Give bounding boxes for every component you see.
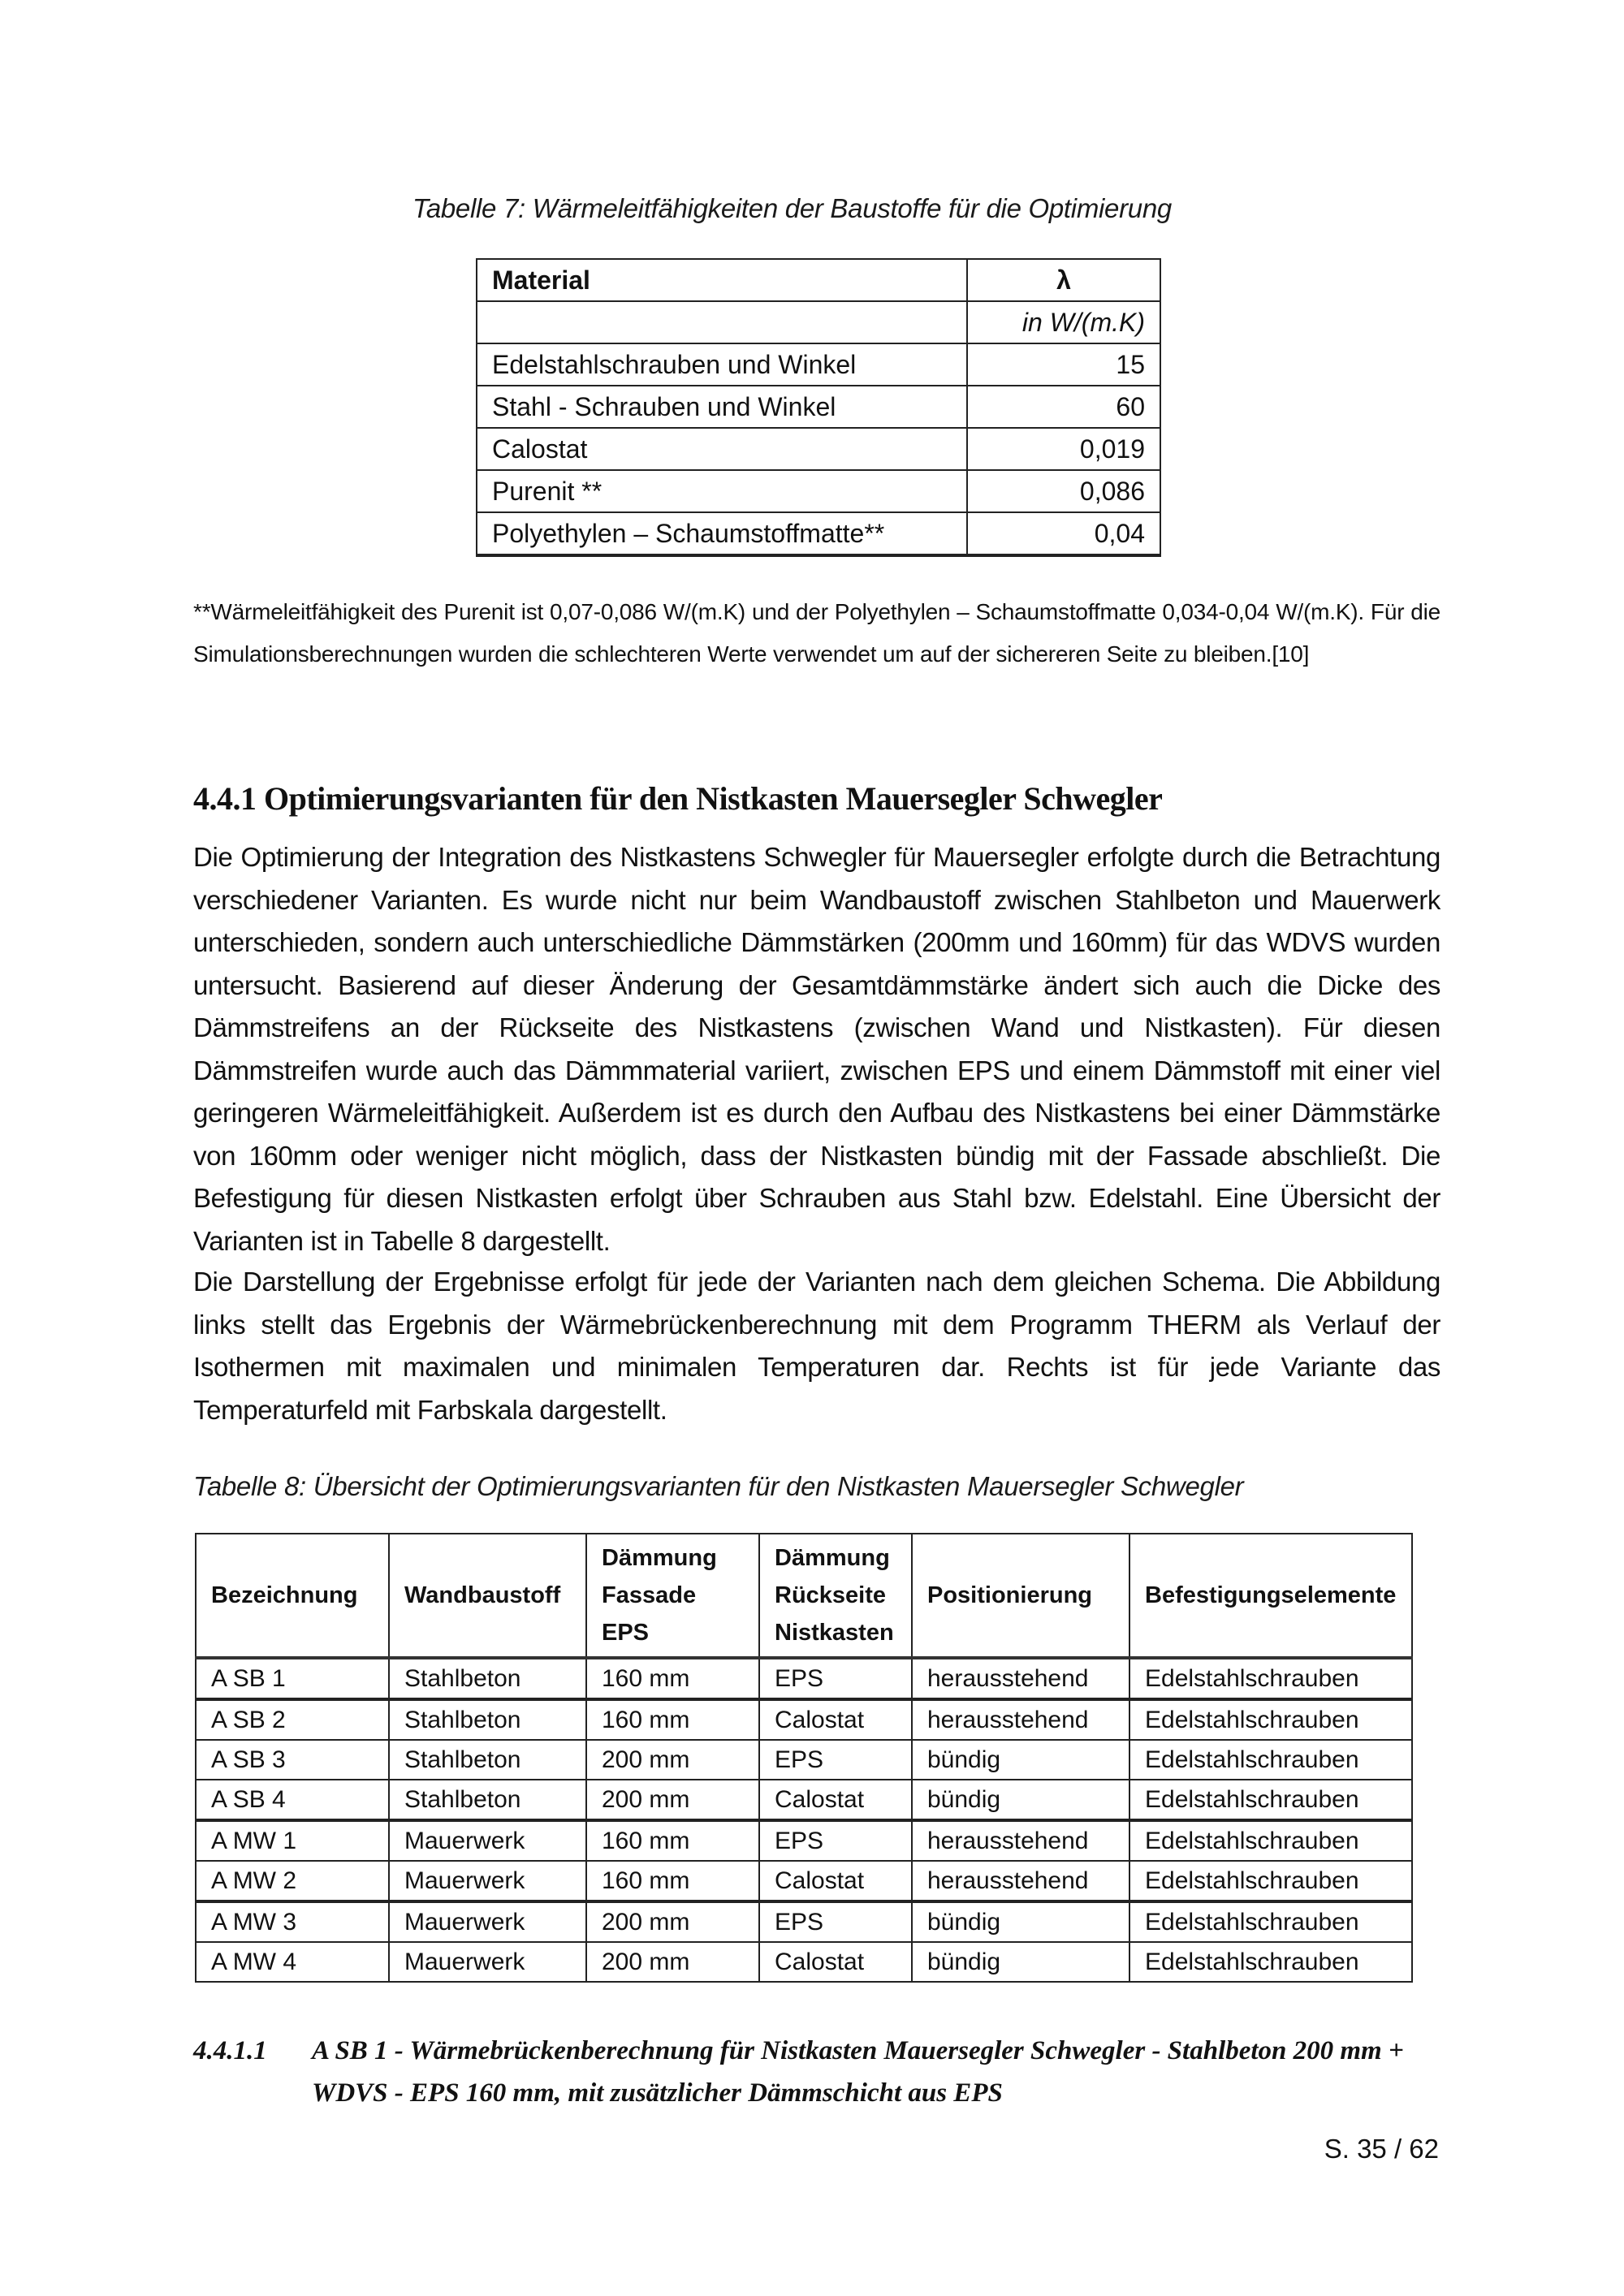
table-row (196, 1740, 1412, 1780)
cell-daemmung-rueckseite: EPS (759, 1820, 912, 1861)
table-row (196, 1780, 1412, 1820)
table8-variants-overview (195, 1533, 1413, 1983)
cell-daemmung-rueckseite: EPS (759, 1901, 912, 1942)
paragraph-1: Die Optimierung der Integration des Nistkastens Schwegler für Mauersegler erfolgte durch die Betrachtung verschiedener Varianten. Es wurde nicht nur beim Wandbaustoff zwischen Stahlbeton und Mauerwerk unterschieden, sondern auch unterschiedliche Dämmstärken (200mm und 160mm) für das WDVS wurden untersucht. Basierend auf dieser Änderung der Gesamtdämmstärke ändert sich auch die Dicke des Dämmstreifens an der Rückseite des Nistkastens (zwischen Wand und Nistkasten). Für diesen Dämmstreifen wurde auch das Dämmmaterial variiert, zwischen EPS und einem Dämmstoff mit einer viel geringeren Wärmeleitfähigkeit. Außerdem ist es durch den Aufbau des Nistkastens bei einer Dämmstärke von 160mm oder weniger nicht möglich, dass der Nistkasten bündig mit der Fassade abschließt. Die Befestigung für diesen Nistkasten erfolgt über Schrauben aus Stahl bzw. Edelstahl. Eine Übersicht der Varianten ist in Tabelle 8 dargestellt. (193, 842, 1440, 1256)
table-row (196, 1820, 1412, 1861)
subsection-heading (193, 2030, 1444, 2114)
cell-positionierung: herausstehend (912, 1699, 1129, 1740)
table8-caption: Tabelle 8: Übersicht der Optimierungsvarianten für den Nistkasten Mauersegler Schwegler (193, 1471, 1244, 1501)
lambda-cell: 60 (967, 386, 1160, 428)
cell-wandbaustoff: Mauerwerk (389, 1861, 586, 1901)
cell-befestigung: Edelstahlschrauben (1129, 1740, 1412, 1780)
table-row (196, 1699, 1412, 1740)
table-row (196, 1901, 1412, 1942)
table7-unit-empty (477, 301, 967, 343)
cell-bezeichnung: A MW 2 (196, 1861, 389, 1901)
cell-bezeichnung: A MW 4 (196, 1942, 389, 1982)
table-row (477, 428, 1160, 470)
cell-wandbaustoff: Stahlbeton (389, 1658, 586, 1699)
table-row (477, 343, 1160, 386)
table7-header-lambda: λ (967, 259, 1160, 301)
header-daemmung-rueckseite: Dämmung Rückseite Nistkasten (759, 1534, 912, 1658)
cell-bezeichnung: A SB 4 (196, 1780, 389, 1820)
table-row (196, 1861, 1412, 1901)
cell-daemmung-rueckseite: EPS (759, 1740, 912, 1780)
cell-bezeichnung: A MW 3 (196, 1901, 389, 1942)
cell-daemmung-fassade: 160 mm (586, 1658, 759, 1699)
material-cell: Edelstahlschrauben und Winkel (477, 343, 967, 386)
table7-unit-row (477, 301, 1160, 343)
cell-befestigung: Edelstahlschrauben (1129, 1658, 1412, 1699)
cell-positionierung: bündig (912, 1780, 1129, 1820)
table-row (477, 512, 1160, 555)
table7-header-material: Material (477, 259, 967, 301)
material-cell: Stahl - Schrauben und Winkel (477, 386, 967, 428)
table7-unit: in W/(m.K) (967, 301, 1160, 343)
page-number: S. 35 / 62 (1324, 2134, 1439, 2164)
cell-daemmung-fassade: 200 mm (586, 1901, 759, 1942)
cell-befestigung: Edelstahlschrauben (1129, 1780, 1412, 1820)
table-row (196, 1942, 1412, 1982)
cell-bezeichnung: A SB 3 (196, 1740, 389, 1780)
cell-befestigung: Edelstahlschrauben (1129, 1942, 1412, 1982)
table7-header-row (477, 259, 1160, 301)
paragraph-2: Die Darstellung der Ergebnisse erfolgt für jede der Varianten nach dem gleichen Schema. Die Abbildung links stellt das Ergebnis der Wärmebrückenberechnung mit dem Programm THERM als Verlauf der Isothermen mit maximalen und minimalen Temperaturen dar. Rechts ist für jede Variante das Temperaturfeld mit Farbskala dargestellt. (193, 1267, 1440, 1425)
header-befestigungselemente: Befestigungselemente (1129, 1534, 1412, 1658)
header-wandbaustoff: Wandbaustoff (389, 1534, 586, 1658)
cell-daemmung-fassade: 160 mm (586, 1861, 759, 1901)
cell-wandbaustoff: Stahlbeton (389, 1740, 586, 1780)
table7-caption: Tabelle 7: Wärmeleitfähigkeiten der Baustoffe für die Optimierung (412, 193, 1172, 223)
lambda-cell: 0,019 (967, 428, 1160, 470)
cell-daemmung-rueckseite: Calostat (759, 1861, 912, 1901)
cell-wandbaustoff: Mauerwerk (389, 1901, 586, 1942)
header-daemmung-fassade: Dämmung Fassade EPS (586, 1534, 759, 1658)
cell-befestigung: Edelstahlschrauben (1129, 1699, 1412, 1740)
material-cell: Calostat (477, 428, 967, 470)
table7-footnote: **Wärmeleitfähigkeit des Purenit ist 0,07-0,086 W/(m.K) und der Polyethylen – Schaumstoffmatte 0,034-0,04 W/(m.K). Für die Simulationsberechnungen wurden die schlechteren Werte verwendet um auf der sichereren Seite zu bleiben.[10] (193, 599, 1440, 667)
cell-daemmung-rueckseite: EPS (759, 1658, 912, 1699)
cell-positionierung: bündig (912, 1901, 1129, 1942)
material-cell: Purenit ** (477, 470, 967, 512)
cell-wandbaustoff: Mauerwerk (389, 1820, 586, 1861)
cell-bezeichnung: A SB 1 (196, 1658, 389, 1699)
cell-daemmung-fassade: 200 mm (586, 1780, 759, 1820)
cell-positionierung: herausstehend (912, 1820, 1129, 1861)
section-heading: 4.4.1 Optimierungsvarianten für den Nistkasten Mauersegler Schwegler (193, 780, 1163, 817)
cell-daemmung-fassade: 200 mm (586, 1740, 759, 1780)
cell-daemmung-fassade: 160 mm (586, 1820, 759, 1861)
lambda-cell: 15 (967, 343, 1160, 386)
cell-bezeichnung: A SB 2 (196, 1699, 389, 1740)
cell-befestigung: Edelstahlschrauben (1129, 1820, 1412, 1861)
lambda-cell: 0,04 (967, 512, 1160, 555)
cell-daemmung-fassade: 160 mm (586, 1699, 759, 1740)
subsection-title: A SB 1 - Wärmebrückenberechnung für Nistkasten Mauersegler Schwegler - Stahlbeton 200 mm + WDVS - EPS 160 mm, mit zusätzlicher Dämmschicht aus EPS (312, 2036, 1404, 2108)
cell-befestigung: Edelstahlschrauben (1129, 1861, 1412, 1901)
cell-daemmung-rueckseite: Calostat (759, 1699, 912, 1740)
table-row (477, 386, 1160, 428)
table7-thermal-conductivity (476, 258, 1161, 557)
cell-daemmung-rueckseite: Calostat (759, 1942, 912, 1982)
cell-positionierung: herausstehend (912, 1658, 1129, 1699)
header-positionierung: Positionierung (912, 1534, 1129, 1658)
cell-daemmung-fassade: 200 mm (586, 1942, 759, 1982)
cell-bezeichnung: A MW 1 (196, 1820, 389, 1861)
cell-wandbaustoff: Stahlbeton (389, 1699, 586, 1740)
cell-daemmung-rueckseite: Calostat (759, 1780, 912, 1820)
cell-wandbaustoff: Stahlbeton (389, 1780, 586, 1820)
subsection-number: 4.4.1.1 (193, 2036, 267, 2065)
material-cell: Polyethylen – Schaumstoffmatte** (477, 512, 967, 555)
cell-positionierung: bündig (912, 1740, 1129, 1780)
cell-befestigung: Edelstahlschrauben (1129, 1901, 1412, 1942)
lambda-cell: 0,086 (967, 470, 1160, 512)
table8-header-row (196, 1534, 1412, 1658)
header-bezeichnung: Bezeichnung (196, 1534, 389, 1658)
cell-positionierung: herausstehend (912, 1861, 1129, 1901)
cell-wandbaustoff: Mauerwerk (389, 1942, 586, 1982)
cell-positionierung: bündig (912, 1942, 1129, 1982)
table-row (196, 1658, 1412, 1699)
table-row (477, 470, 1160, 512)
